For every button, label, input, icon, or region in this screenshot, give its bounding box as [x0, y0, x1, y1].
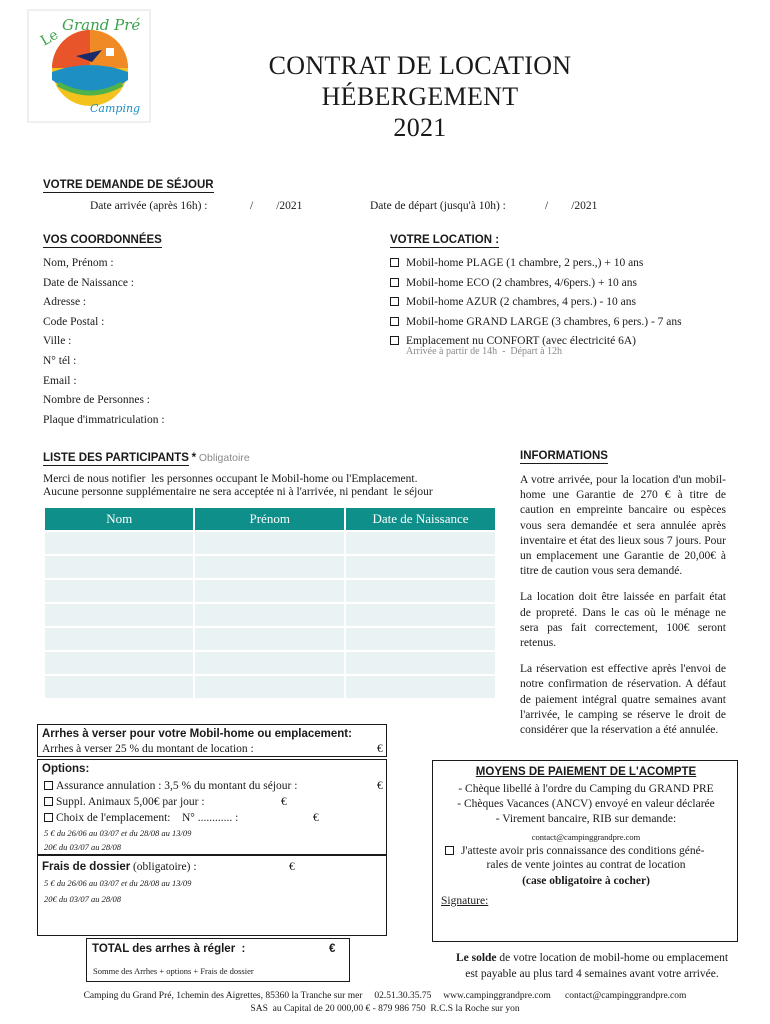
arrhes-line: Arrhes à verser 25 % du montant de location :	[42, 743, 254, 755]
location-heading: VOTRE LOCATION :	[390, 234, 500, 246]
table-cell[interactable]	[346, 676, 495, 698]
table-cell[interactable]	[195, 580, 344, 602]
table-cell[interactable]	[346, 604, 495, 626]
table-cell[interactable]	[346, 580, 495, 602]
table-row	[45, 532, 495, 554]
table-cell[interactable]	[45, 604, 193, 626]
options-note-1: 5 € du 26/06 au 03/07 et du 28/08 au 13/09	[44, 828, 192, 838]
attestation-line-2: rales de vente jointes au contrat de location	[486, 859, 686, 871]
field-naissance[interactable]: Date de Naissance :	[43, 276, 135, 289]
table-cell[interactable]	[45, 628, 193, 650]
frais-note-2: 20€ du 03/07 au 28/08	[44, 894, 121, 904]
paiement-box	[432, 760, 738, 942]
signature-label[interactable]: Signature:	[441, 895, 489, 907]
frais-suffix: (obligatoire) :	[132, 861, 197, 873]
table-row	[45, 628, 495, 650]
solde-rest: de votre location de mobil-home ou emplacement	[496, 952, 729, 964]
table-cell[interactable]	[195, 532, 344, 554]
table-row	[45, 556, 495, 578]
solde-bold: Le solde	[455, 952, 497, 964]
col-date-naissance: Date de Naissance	[346, 508, 495, 530]
svg-text:Grand Pré: Grand Pré	[62, 16, 141, 34]
field-plaque[interactable]: Plaque d'immatriculation :	[43, 413, 165, 426]
field-tel[interactable]: N° tél :	[43, 354, 77, 367]
svg-text:Le: Le	[38, 26, 62, 50]
frais-heading: Frais de dossier	[42, 861, 131, 873]
arrhes-box	[37, 724, 387, 757]
total-sub: Somme des Arrhes + options + Frais de dossier	[93, 966, 254, 976]
paiement-cheque: - Chèque libellé à l'ordre du Camping du GRAND PRE	[458, 783, 714, 795]
frais-euro[interactable]: €	[289, 861, 295, 873]
participants-note-1: Merci de nous notifier les personnes occupant le Mobil-home ou l'Emplacement.	[43, 473, 418, 485]
paiement-heading: MOYENS DE PAIEMENT DE L'ACOMPTE	[475, 766, 697, 778]
paiement-ancv: - Chèques Vacances (ANCV) envoyé en valeur déclarée	[457, 798, 715, 810]
field-adresse[interactable]: Adresse :	[43, 296, 87, 309]
table-cell[interactable]	[45, 652, 193, 674]
checkbox-icon[interactable]	[44, 781, 53, 790]
table-cell[interactable]	[45, 676, 193, 698]
options-box	[37, 759, 387, 855]
solde-line-2: est payable au plus tard 4 semaines avant votre arrivée.	[465, 968, 719, 980]
checkbox-icon[interactable]	[390, 297, 399, 306]
arrhes-euro[interactable]: €	[377, 743, 383, 755]
frais-heading-row	[42, 861, 197, 873]
option-animaux-euro[interactable]: €	[281, 796, 287, 808]
table-cell[interactable]	[346, 532, 495, 554]
total-box	[86, 938, 350, 982]
required-asterisk: *	[191, 452, 197, 464]
document-title: CONTRAT DE LOCATION HÉBERGEMENT 2021	[268, 51, 572, 142]
col-nom: Nom	[45, 508, 193, 530]
option-grand-large[interactable]: Mobil-home GRAND LARGE (3 chambres, 6 pers.) - 7 ans	[390, 313, 682, 333]
checkbox-icon[interactable]	[445, 846, 454, 855]
attestation-checkbox-row[interactable]: J'atteste avoir pris connaissance des conditions géné-	[445, 845, 705, 857]
option-animaux[interactable]: Suppl. Animaux 5,00€ par jour :	[44, 796, 205, 808]
coordonnees-fields	[43, 254, 165, 430]
checkbox-icon[interactable]	[44, 813, 53, 822]
checkbox-icon[interactable]	[44, 797, 53, 806]
frais-note-1: 5 € du 26/06 au 03/07 et du 28/08 au 13/09	[44, 878, 192, 888]
field-email[interactable]: Email :	[43, 374, 77, 387]
info-paragraph-proprete: La location doit être laissée en parfait état de propreté. Dans le cas où le ménage ne sera pas fait correctement, 100€ seront retenus.	[520, 591, 726, 650]
location-options	[390, 254, 682, 352]
frais-box	[37, 855, 387, 936]
table-cell[interactable]	[195, 628, 344, 650]
arrival-date-field[interactable]: / /2021	[250, 200, 303, 212]
table-cell[interactable]	[195, 652, 344, 674]
departure-date-label: Date de départ (jusqu'à 10h) :	[370, 200, 506, 212]
table-cell[interactable]	[346, 556, 495, 578]
paiement-virement: - Virement bancaire, RIB sur demande:	[495, 813, 677, 825]
option-emplacement-euro[interactable]: €	[313, 812, 319, 824]
option-emplacement-choice[interactable]: Choix de l'emplacement: N° ............ :	[44, 812, 238, 824]
field-ville[interactable]: Ville :	[43, 335, 72, 348]
participants-note-2: Aucune personne supplémentaire ne sera acceptée ni à l'arrivée, ni pendant le séjour	[43, 486, 433, 498]
table-cell[interactable]	[346, 628, 495, 650]
total-euro[interactable]: €	[329, 943, 336, 955]
table-cell[interactable]	[195, 556, 344, 578]
table-row	[45, 652, 495, 674]
checkbox-icon[interactable]	[390, 317, 399, 326]
paiement-lines	[433, 782, 739, 845]
field-code-postal[interactable]: Code Postal :	[43, 315, 105, 328]
informations-heading: INFORMATIONS	[520, 450, 608, 462]
option-plage[interactable]: Mobil-home PLAGE (1 chambre, 2 pers.,) + 10 ans	[390, 254, 682, 274]
svg-text:Camping: Camping	[90, 102, 141, 115]
option-assurance[interactable]: Assurance annulation : 3,5 % du montant du séjour :	[44, 780, 297, 792]
table-cell[interactable]	[195, 676, 344, 698]
table-header-row	[45, 508, 495, 530]
camping-logo	[18, 6, 158, 126]
table-cell[interactable]	[346, 652, 495, 674]
options-heading: Options:	[42, 763, 90, 775]
table-cell[interactable]	[45, 532, 193, 554]
location-hours-note: Arrivée à partir de 14h - Départ à 12h	[406, 346, 563, 357]
sejour-heading: VOTRE DEMANDE DE SÉJOUR	[43, 179, 214, 191]
participants-table	[43, 506, 497, 700]
option-azur[interactable]: Mobil-home AZUR (2 chambres, 4 pers.) - 10 ans	[390, 293, 682, 313]
info-paragraph-caution: A votre arrivée, pour la location d'un mobil-home une Garantie de 270 € à titre de caution en empreinte bancaire ou espèces vous sera demandée et sera annulée après inventaire et état des lieux sous 7 jours. Pour un emplacement une Garantie de 20,00€ à titre de caution vous sera demandé.	[520, 474, 727, 578]
options-note-2: 20€ du 03/07 au 28/08	[44, 842, 121, 852]
total-heading: TOTAL des arrhes à régler :	[92, 943, 246, 955]
table-row	[45, 604, 495, 626]
field-nb-personnes[interactable]: Nombre de Personnes :	[43, 394, 150, 407]
option-eco[interactable]: Mobil-home ECO (2 chambres, 4/6pers.) + 10 ans	[390, 274, 682, 294]
participants-heading: LISTE DES PARTICIPANTS	[43, 452, 189, 464]
footer-line-1: Camping du Grand Pré, 1chemin des Aigrettes, 85360 la Tranche sur mer 02.51.30.35.75 www.campinggrandpre.com contact@campinggrandpre.com	[83, 991, 687, 1001]
informations-text	[520, 473, 726, 738]
arrhes-heading: Arrhes à verser pour votre Mobil-home ou emplacement:	[42, 728, 352, 740]
checkbox-icon[interactable]	[390, 278, 399, 287]
footer-line-2: SAS au Capital de 20 000,00 € - 879 986 750 R.C.S la Roche sur yon	[250, 1004, 520, 1014]
arrival-date-label: Date arrivée (après 16h) :	[90, 200, 208, 212]
table-cell[interactable]	[45, 580, 193, 602]
field-nom[interactable]: Nom, Prénom :	[43, 257, 114, 269]
required-label: Obligatoire	[198, 452, 250, 464]
info-paragraph-reservation: La réservation est effective après l'envoi de notre confirmation de réservation. A défaut de paiement intégral quatre semaines avant l'arrivée, le camping se réserve le droit de considérer que la réservation a été annulée.	[520, 663, 726, 737]
departure-date-field[interactable]: / /2021	[545, 200, 598, 212]
table-cell[interactable]	[195, 604, 344, 626]
coordonnees-heading: VOS COORDONNÉES	[43, 234, 162, 246]
table-row	[45, 676, 495, 698]
table-cell[interactable]	[45, 556, 193, 578]
table-row	[45, 580, 495, 602]
col-prenom: Prénom	[195, 508, 344, 530]
attestation-required: (case obligatoire à cocher)	[522, 875, 650, 887]
paiement-email[interactable]: contact@campinggrandpre.com	[531, 832, 641, 842]
option-emplacement[interactable]: Emplacement nu CONFORT (avec électricité 6A)	[390, 332, 682, 352]
option-assurance-euro[interactable]: €	[377, 780, 383, 792]
participants-heading-row	[43, 452, 250, 464]
checkbox-icon[interactable]	[390, 258, 399, 267]
solde-text	[432, 950, 752, 982]
checkbox-icon[interactable]	[390, 336, 399, 345]
